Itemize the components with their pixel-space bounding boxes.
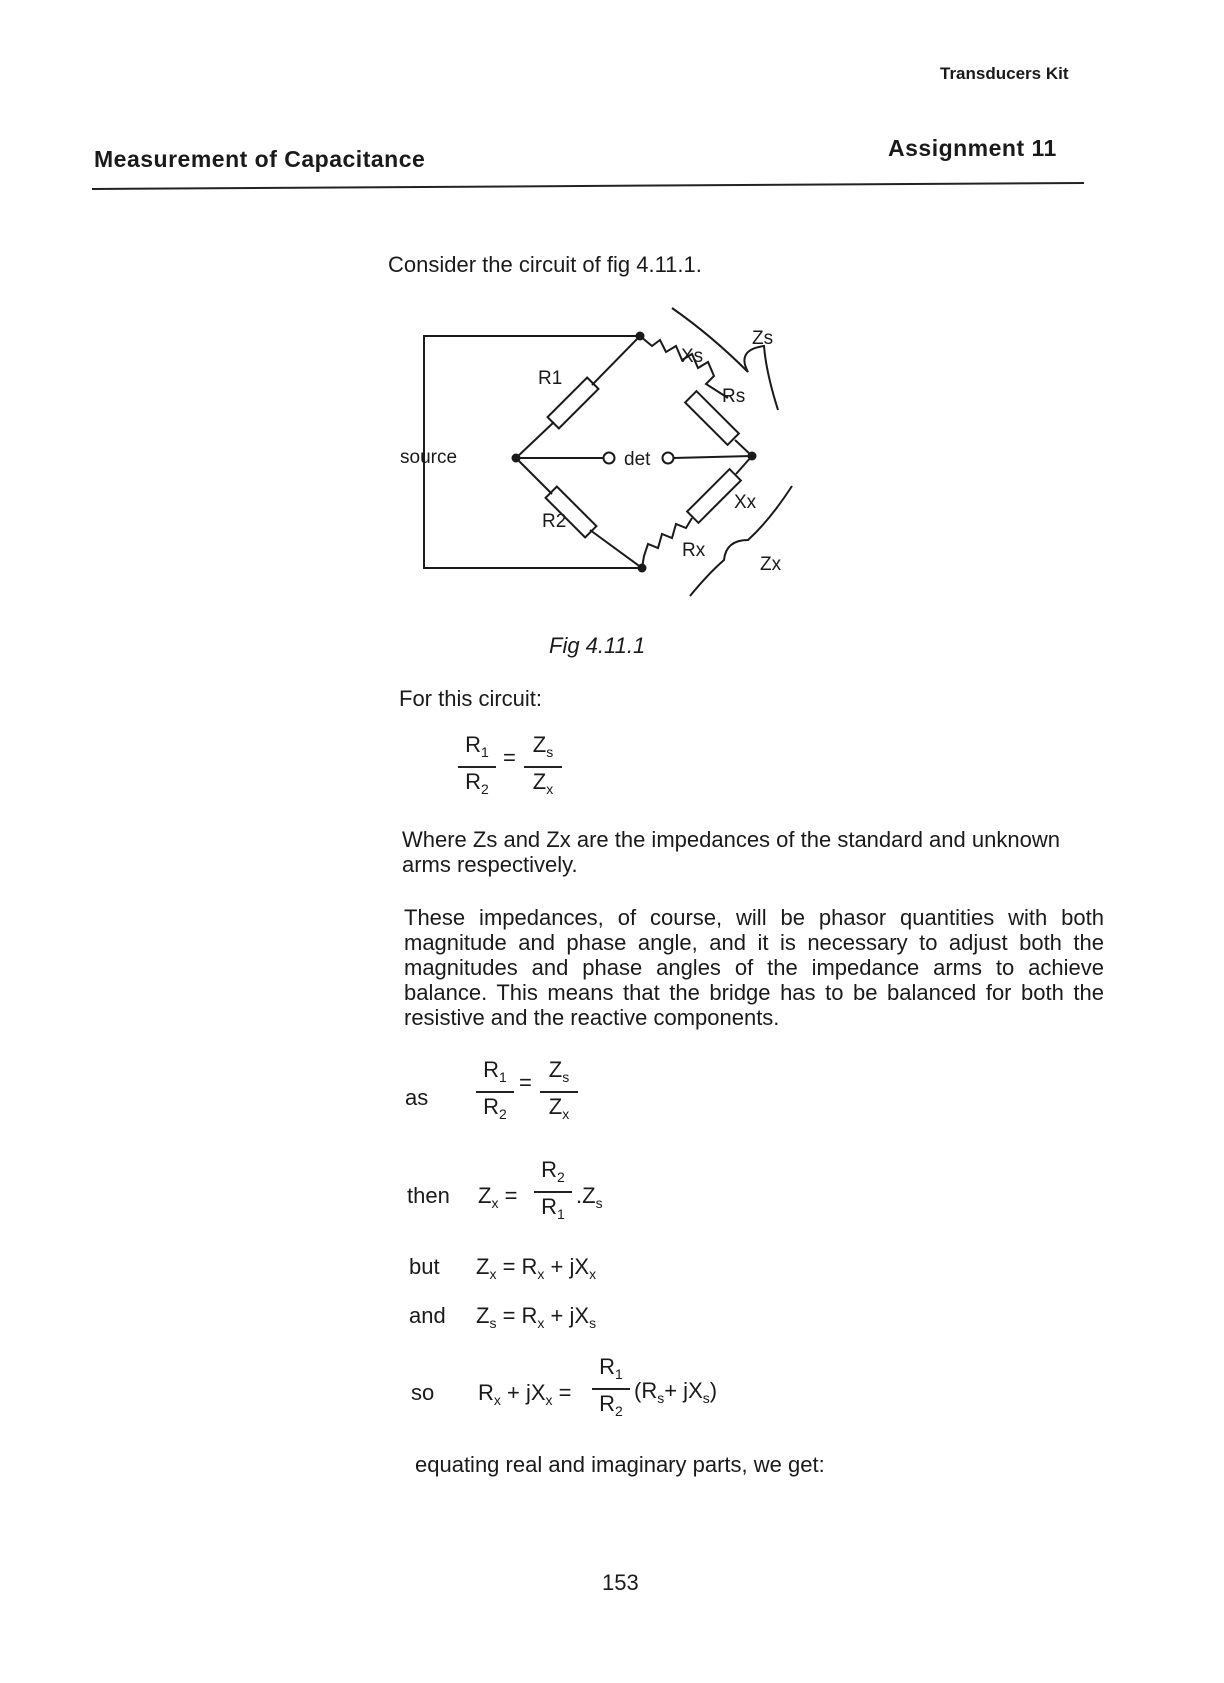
det-terminal-left [604, 453, 615, 464]
page-number: 153 [602, 1570, 639, 1595]
eq1-right-fraction: $Z_s$ $Z_x$ [524, 733, 562, 801]
xx-resistor [687, 469, 741, 523]
node-top [636, 332, 645, 341]
then-label: then [407, 1183, 450, 1208]
kit-title: Transducers Kit [940, 64, 1069, 83]
eq1-left-fraction: $R_1$ $R_2$ [458, 733, 496, 801]
eq1-equals: = [503, 745, 516, 770]
eq3-lhs: $Z_x$ = [478, 1183, 518, 1211]
eq6-lhs: $R_x + jX_x$ = [478, 1380, 572, 1408]
zs-label: Zs [752, 328, 774, 349]
eq3-rhs: $.Z_s$ [576, 1183, 603, 1211]
rs-label: Rs [722, 386, 746, 407]
but-label: but [409, 1254, 440, 1279]
and-label: and [409, 1303, 446, 1328]
node-bottom [638, 564, 647, 573]
eq2-right-fraction: $Z_s$ $Z_x$ [540, 1058, 578, 1126]
equating-text: equating real and imaginary parts, we get: [415, 1452, 825, 1477]
det-label: det [624, 449, 651, 470]
so-label: so [411, 1380, 435, 1405]
zx-label: Zx [760, 554, 782, 575]
eq2-equals: = [519, 1070, 532, 1095]
section-title: Measurement of Capacitance [94, 146, 426, 172]
det-terminal-right [663, 453, 674, 464]
eq4: $Z_x = R_x + jX_x$ [476, 1254, 597, 1282]
r1-wire-b [516, 422, 554, 458]
rx-label: Rx [682, 540, 706, 561]
eq3-fraction: $R_2$ $R_1$ [534, 1158, 572, 1226]
figure-caption: Fig 4.11.1 [549, 633, 646, 658]
node-left [512, 454, 521, 463]
for-this-text: For this circuit: [399, 686, 543, 711]
source-label: source [400, 447, 458, 468]
impedance-paragraph: These impedances, of course, will be phasor quantities with both magnitude and phase angle, and it is necessary to adjust both the magnitudes and phase angles of the impedance arms to achieve balance. This means that the bridge has to be balanced for both the resistive and the reactive components. [404, 905, 1104, 1030]
where-paragraph: Where Zs and Zx are the impedances of the standard and unknown arms respectively. [402, 827, 1060, 877]
det-wire-right [673, 456, 752, 458]
r1-label: R1 [538, 368, 563, 389]
assignment-label: Assignment 11 [888, 135, 1057, 161]
r2-wire-a [516, 458, 552, 494]
eq5: $Z_s = R_x + jX_s$ [476, 1303, 597, 1331]
eq6-rhs: $(R_s+ jX_s)$ [634, 1378, 718, 1406]
xx-label: Xx [734, 492, 757, 513]
r2-wire-b [590, 530, 642, 568]
xs-label: Xs [681, 346, 704, 367]
as-label: as [405, 1085, 429, 1110]
eq2-left-fraction: $R_1$ $R_2$ [476, 1058, 514, 1126]
r2-label: R2 [542, 511, 567, 532]
intro-text: Consider the circuit of fig 4.11.1. [388, 252, 702, 277]
bridge-circuit-diagram [0, 0, 1224, 700]
r1-wire-a [592, 336, 640, 385]
node-right [748, 452, 757, 461]
eq6-fraction: $R_1$ $R_2$ [592, 1355, 630, 1423]
